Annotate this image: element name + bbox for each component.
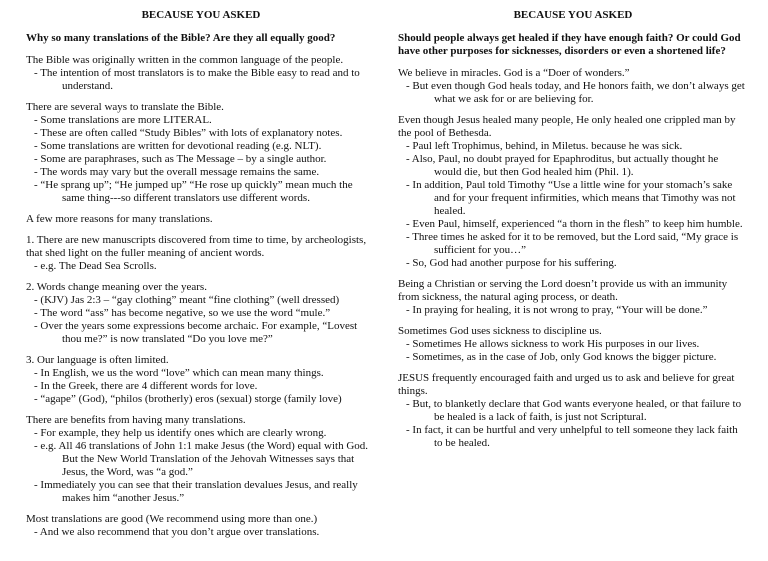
bullet-item: - Three times he asked for it to be removed, but the Lord said, “My grace is sufficient for you…” [406, 231, 739, 256]
paragraph-block [398, 114, 748, 270]
left-column [26, 9, 376, 547]
bullet-item: - Some translations are more LITERAL. [34, 114, 212, 126]
bullet-item: - And we also recommend that you don’t argue over translations. [34, 526, 320, 538]
paragraph-text: Most translations are good (We recommend using more than one.) [26, 513, 318, 525]
paragraph-text: We believe in miracles. God is a “Doer of wonders.” [398, 67, 630, 79]
paragraph-block [398, 67, 748, 106]
paragraph-text: JESUS frequently encouraged faith and urged us to ask and believe for great things. [398, 372, 735, 397]
page-title: BECAUSE YOU ASKED [141, 9, 261, 21]
paragraph-text: 3. Our language is often limited. [26, 354, 169, 366]
paragraph-block [26, 234, 376, 273]
paragraph-text: There are several ways to translate the Bible. [26, 101, 224, 113]
paragraph-block [26, 101, 376, 205]
bullet-item: - Some are paraphrases, such as The Message – by a single author. [34, 153, 327, 165]
bullet-item: - Paul left Trophimus, behind, in Miletus. because he was sick. [406, 140, 683, 152]
bullet-item: - e.g. All 46 translations of John 1:1 make Jesus (the Word) equal with God. But the New World Translation of the Jehovah Witnesses says that Jesus, the Word, was “a god.” [34, 440, 369, 478]
bullet-item: - In praying for healing, it is not wrong to pray, “Your will be done.” [406, 304, 708, 316]
bullet-item: - In the Greek, there are 4 different words for love. [34, 380, 258, 392]
bullet-item: - Some translations are written for devotional reading (e.g. NLT). [34, 140, 322, 152]
bullet-item: - So, God had another purpose for his suffering. [406, 257, 617, 269]
paragraph-text: The Bible was originally written in the common language of the people. [26, 54, 344, 66]
paragraph-text: Being a Christian or serving the Lord doesn’t provide us with an immunity from sickness, the natural aging process, or death. [398, 278, 728, 303]
bullet-item: - “He sprang up”; “He jumped up” “He rose up quickly” mean much the same thing---so different translators use different words. [34, 179, 353, 204]
question: Should people always get healed if they have enough faith? Or could God have other purposes for sicknesses, disorders or even a shortened life? [398, 32, 741, 57]
bullet-item: - In fact, it can be hurtful and very unhelpful to tell someone they lack faith to be healed. [406, 424, 738, 449]
bullet-item: - The words may vary but the overall message remains the same. [34, 166, 320, 178]
paragraph-text: There are benefits from having many translations. [26, 414, 246, 426]
paragraph-text: Even though Jesus healed many people, He only healed one crippled man by the pool of Bethesda. [398, 114, 736, 139]
paragraph-text: 2. Words change meaning over the years. [26, 281, 207, 293]
paragraph-block [26, 54, 376, 93]
bullet-item: - Over the years some expressions become archaic. For example, “Lovest thou me?” is now translated “Do you love me?” [34, 320, 358, 345]
bullet-item: - In English, we us the word “love” which can mean many things. [34, 367, 324, 379]
bullet-item: - But even though God heals today, and He honors faith, we don’t always get what we ask for or are believing for. [406, 80, 745, 105]
bullet-item: - e.g. The Dead Sea Scrolls. [34, 260, 157, 272]
paragraph-block [398, 325, 748, 364]
bullet-item: - “agape” (God), “philos (brotherly) eros (sexual) storge (family love) [34, 393, 342, 405]
bullet-item: - Even Paul, himself, experienced “a thorn in the flesh” to keep him humble. [406, 218, 743, 230]
bullet-item: - Sometimes He allows sickness to work His purposes in our lives. [406, 338, 700, 350]
paragraph-block [26, 354, 376, 406]
paragraph-block [26, 513, 376, 539]
paragraph-text: 1. There are new manuscripts discovered from time to time, by archeologists, that shed light on the fuller meaning of ancient words. [26, 234, 367, 259]
bullet-item: - Also, Paul, no doubt prayed for Epaphroditus, but actually thought he would die, but then God healed him (Phil. 1). [406, 153, 719, 178]
right-column [398, 9, 748, 458]
question: Why so many translations of the Bible? Are they all equally good? [26, 32, 336, 44]
paragraph-block [26, 213, 376, 226]
paragraph-block [26, 414, 376, 505]
bullet-item: - For example, they help us identify ones which are clearly wrong. [34, 427, 327, 439]
bullet-item: - These are often called “Study Bibles” with lots of explanatory notes. [34, 127, 343, 139]
page-title: BECAUSE YOU ASKED [513, 9, 633, 21]
paragraph-block [26, 281, 376, 346]
blocks [398, 67, 748, 450]
paragraph-text: Sometimes God uses sickness to discipline us. [398, 325, 602, 337]
bullet-item: - The word “ass” has become negative, so we use the word “mule.” [34, 307, 331, 319]
paragraph-block [398, 278, 748, 317]
bullet-item: - But, to blanketly declare that God wants everyone healed, or that failure to be healed is a lack of faith, is just not Scriptural. [406, 398, 742, 423]
bullet-item: - (KJV) Jas 2:3 – “gay clothing” meant “fine clothing” (well dressed) [34, 294, 340, 306]
paragraph-block [398, 372, 748, 450]
bullet-item: - Sometimes, as in the case of Job, only God knows the bigger picture. [406, 351, 717, 363]
paragraph-text: A few more reasons for many translations. [26, 213, 213, 225]
bullet-item: - Immediately you can see that their translation devalues Jesus, and really makes him “another Jesus.” [34, 479, 358, 504]
blocks [26, 54, 376, 539]
bullet-item: - The intention of most translators is to make the Bible easy to read and to understand. [34, 67, 360, 92]
bullet-item: - In addition, Paul told Timothy “Use a little wine for your stomach’s sake and for your frequent infirmities, which means that Timothy was not healed. [406, 179, 736, 217]
